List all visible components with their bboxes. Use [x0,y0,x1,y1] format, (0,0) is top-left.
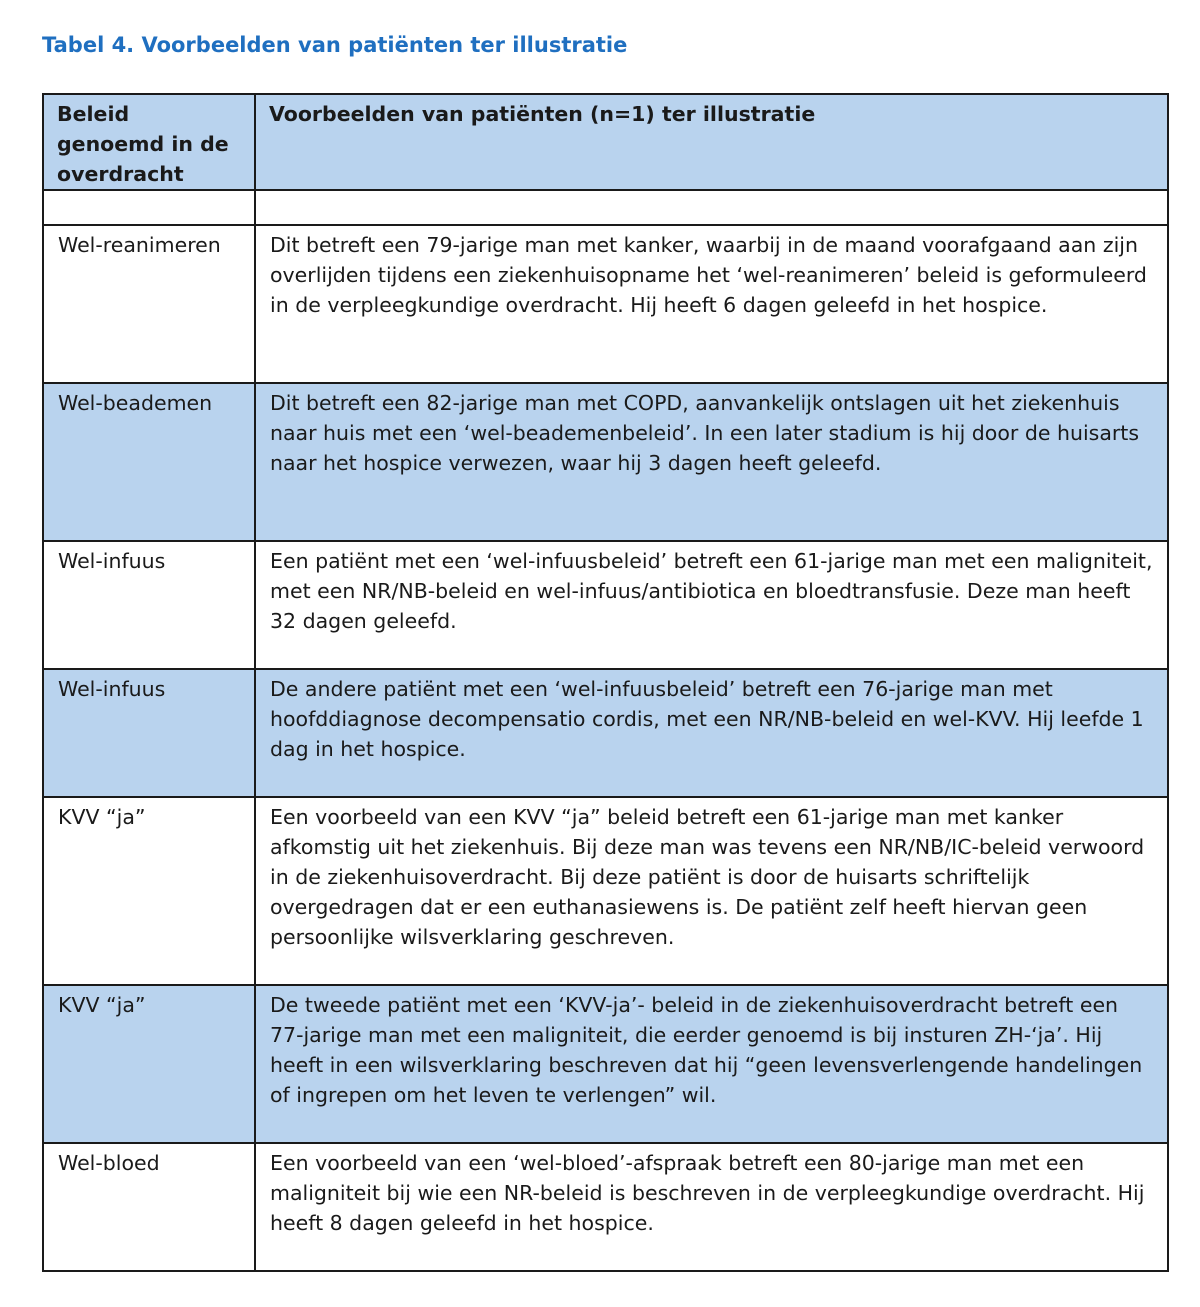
table-row [43,225,1168,383]
policy-cell: KVV “ja” [43,797,255,985]
example-cell: Een voorbeeld van een ‘wel-bloed’-afspraak betreft een 80-jarige man met een maligniteit bij wie een NR-beleid is beschreven in de verpleegkundige overdracht. Hij heeft 8 dagen geleefd in het hospice. [255,1143,1168,1271]
table-row [43,1143,1168,1271]
policy-cell: Wel-infuus [43,669,255,797]
example-cell: Dit betreft een 82-jarige man met COPD, aanvankelijk ontslagen uit het ziekenhuis naar huis met een ‘wel-beademenbeleid’. In een later stadium is hij door de huisarts naar het hospice verwezen, waar hij 3 dagen heeft geleefd. [255,383,1168,541]
policy-cell: Wel-beademen [43,383,255,541]
policy-cell: Wel-reanimeren [43,225,255,383]
table-row [43,383,1168,541]
table-row [43,541,1168,669]
example-cell: De tweede patiënt met een ‘KVV-ja’- beleid in de ziekenhuisoverdracht betreft een 77-jarige man met een maligniteit, die eerder genoemd is bij insturen ZH-‘ja’. Hij heeft in een wilsverklaring beschreven dat hij “geen levensverlengende handelingen of ingrepen om het leven te verlengen” wil. [255,985,1168,1143]
patient-examples-table [42,93,1169,1272]
example-cell: Een voorbeeld van een KVV “ja” beleid betreft een 61-jarige man met kanker afkomstig uit het ziekenhuis. Bij deze man was tevens een NR/NB/IC-beleid verwoord in de ziekenhuisoverdracht. Bij deze patiënt is door de huisarts schriftelijk overgedragen dat er een euthanasiewens is. De patiënt zelf heeft hiervan geen persoonlijke wilsverklaring geschreven. [255,797,1168,985]
empty-cell-example [255,190,1168,225]
table-row [43,669,1168,797]
policy-cell: Wel-bloed [43,1143,255,1271]
table-title: Tabel 4. Voorbeelden van patiënten ter illustratie [42,33,628,57]
policy-cell: Wel-infuus [43,541,255,669]
header-examples: Voorbeelden van patiënten (n=1) ter illustratie [255,94,1168,190]
example-cell: Een patiënt met een ‘wel-infuusbeleid’ betreft een 61-jarige man met een maligniteit, met een NR/NB-beleid en wel-infuus/antibiotica en bloedtransfusie. Deze man heeft 32 dagen geleefd. [255,541,1168,669]
empty-row [43,190,1168,225]
empty-cell-policy [43,190,255,225]
table-row [43,797,1168,985]
example-cell: De andere patiënt met een ‘wel-infuusbeleid’ betreft een 76-jarige man met hoofddiagnose decompensatio cordis, met een NR/NB-beleid en wel-KVV. Hij leefde 1 dag in het hospice. [255,669,1168,797]
table-row [43,985,1168,1143]
table-header-row [43,94,1168,190]
header-policy: Beleid genoemd in de overdracht [43,94,255,190]
policy-cell: KVV “ja” [43,985,255,1143]
example-cell: Dit betreft een 79-jarige man met kanker, waarbij in de maand voorafgaand aan zijn overlijden tijdens een ziekenhuisopname het ‘wel-reanimeren’ beleid is geformuleerd in de verpleegkundige overdracht. Hij heeft 6 dagen geleefd in het hospice. [255,225,1168,383]
